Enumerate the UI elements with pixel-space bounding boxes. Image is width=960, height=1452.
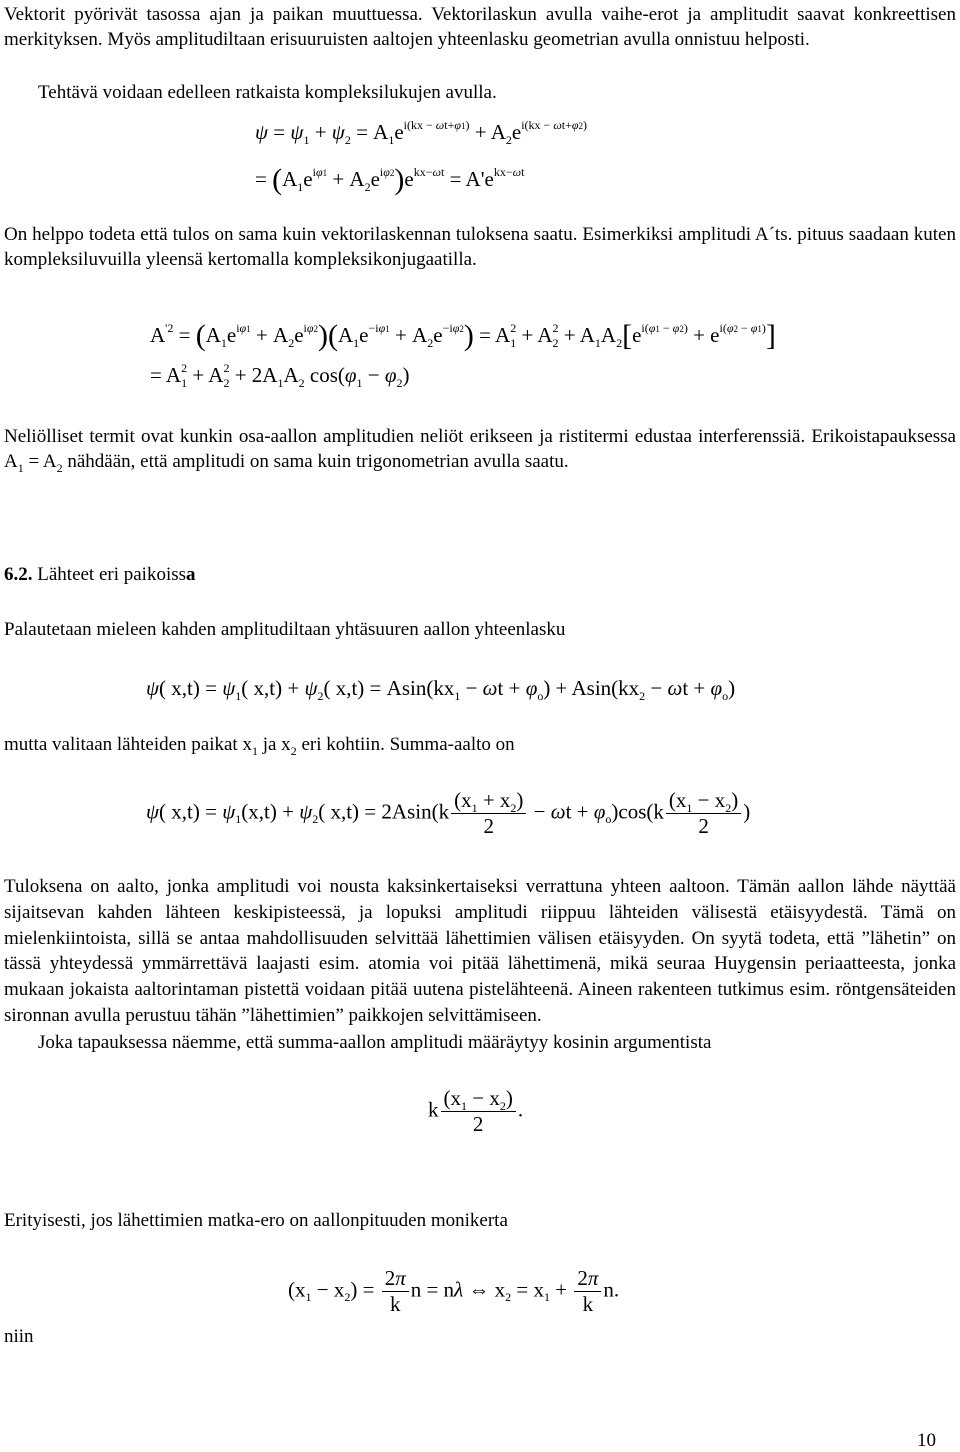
equation-sum-equal-amplitudes: ψ( $x,t) = \psi_1$( $x,t) + \psi_2$( $x,t) = Asin(kx_1 - \omega t + \varphi_o) + Asin(kx_2 - \omega t + \varphi_o)$	[146, 676, 736, 703]
quadratic-paragraph: Neliölliset termit ovat kunkin osa-aallon amplitudien neliöt erikseen ja ristitermi edustaa interferenssiä. Erikoistapauksessa $A_1 = A_2$ nähdään, että amplitudi on sama kuin trigonometrian avulla saatu.	[4, 426, 956, 475]
special-sentence: Erityisesti, jos lähettimien matka-ero on aallonpituuden monikerta	[4, 1210, 508, 1231]
intro-paragraph: Vektorit pyörivät tasossa ajan ja paikan muuttuessa. Vektorilaskun avulla vaihe-erot ja amplitudit saavat konkreettisen merkityksen. Myös amplitudiltaan erisuuruisten aaltojen yhteenlasku geometrian avulla onnistuu helposti.	[4, 4, 956, 50]
recall-sentence: Palautetaan mieleen kahden amplitudiltaan yhtäsuuren aallon yhteenlasku	[4, 619, 566, 640]
niin-word: niin	[4, 1326, 34, 1347]
easy-paragraph: On helppo todeta että tulos on sama kuin vektorilaskennan tuloksena saatu. Esimerkiksi amplitudi A´ts. pituus saadaan kuten kompleksiluvuilla yleensä kertomalla kompleksikonjugaatilla.	[4, 224, 956, 270]
equation-path-difference: $(x_1 - x_2)$ = $\frac{2\pi}{k}$ n = nλ ⇔ $x_2 = x_1$ + $\frac{2\pi}{k}$ n.	[288, 1266, 620, 1316]
equation-cos-argument: k $\frac{(x_1 - x_2)}{2}$ .	[428, 1086, 524, 1136]
section-heading: 6.2. Lähteet eri paikoissa	[4, 564, 196, 585]
complex-sentence: Tehtävä voidaan edelleen ratkaista kompleksilukujen avulla.	[38, 82, 497, 103]
equation-superposition-factored: = $(A_1e^{i\varphi 1} + A_2e^{i\varphi 2})e^{kx-\omega t} = A'e^{kx-\omega t}$	[255, 163, 525, 196]
page-number: 10	[917, 1430, 936, 1451]
equation-amplitude-squared: $A^{'2} = (A_1e^{i\varphi 1} + A_2e^{i\varphi 2})(A_1e^{-i\varphi 1} + A_2e^{-i\varphi 2}) = A_1^2 + A_2^2 + A_1A_2[e^{i(\varphi 1 - \varphi 2)} + e^{i(\varphi 2 - \varphi 1)}]$	[150, 319, 776, 352]
equation-superposition: $\psi = \psi_1 + \psi_2 = A_1e^{i(kx - \omega t+\varphi 1)} + A_2e^{i(kx - \omega t+\varphi 2)}$	[255, 118, 588, 147]
case-sentence: Joka tapauksessa näemme, että summa-aallon amplitudi määräytyy kosinin argumentista	[38, 1032, 712, 1053]
equation-sum-wave: ψ( $x,t) = \psi_1(x,t) + \psi_2$( x,t) = 2Asin(k $\frac{(x_1 + x_2)}{2}$ − $\omega t + \varphi_o)\cos(k$ $\frac{(x_1 - x_2)}{2}$ )	[146, 788, 751, 838]
equation-amplitude-cos: = $A_1^2 + A_2^2 + 2A_1A_2$ $\cos(\varphi_1 - \varphi_2)$	[150, 361, 410, 390]
result-paragraph: Tuloksena on aalto, jonka amplitudi voi nousta kaksinkertaiseksi verrattuna yhteen aaltoon. Tämän aallon lähde näyttää sijaitsevan kahden lähteen keskipisteessä, ja lopuksi amplitudi riippuu lähteiden välisestä etäisyydestä. Tämä on mielenkiintoista, sillä se antaa mahdollisuuden selvittää lähettimien välisen etäisyyden. On syytä todeta, että ”lähetin” on tässä yhteydessä ymmärrettävä laajasti esim. atomia voi pitää lähettimenä, mikä seuraa Huygensin periaatteesta, jonka mukaan jokaista aaltorintaman pistettä voidaan pitää uutena pistelähteenä. Aineen rakenteen tutkimus esim. röntgensäteiden sironnan avulla perustuu tähän ”lähettimien” paikkojen selvittämiseen.	[4, 876, 956, 1026]
choose-positions-sentence: mutta valitaan lähteiden paikat $x_1$ ja $x_2$ eri kohtiin. Summa-aalto on	[4, 734, 515, 758]
